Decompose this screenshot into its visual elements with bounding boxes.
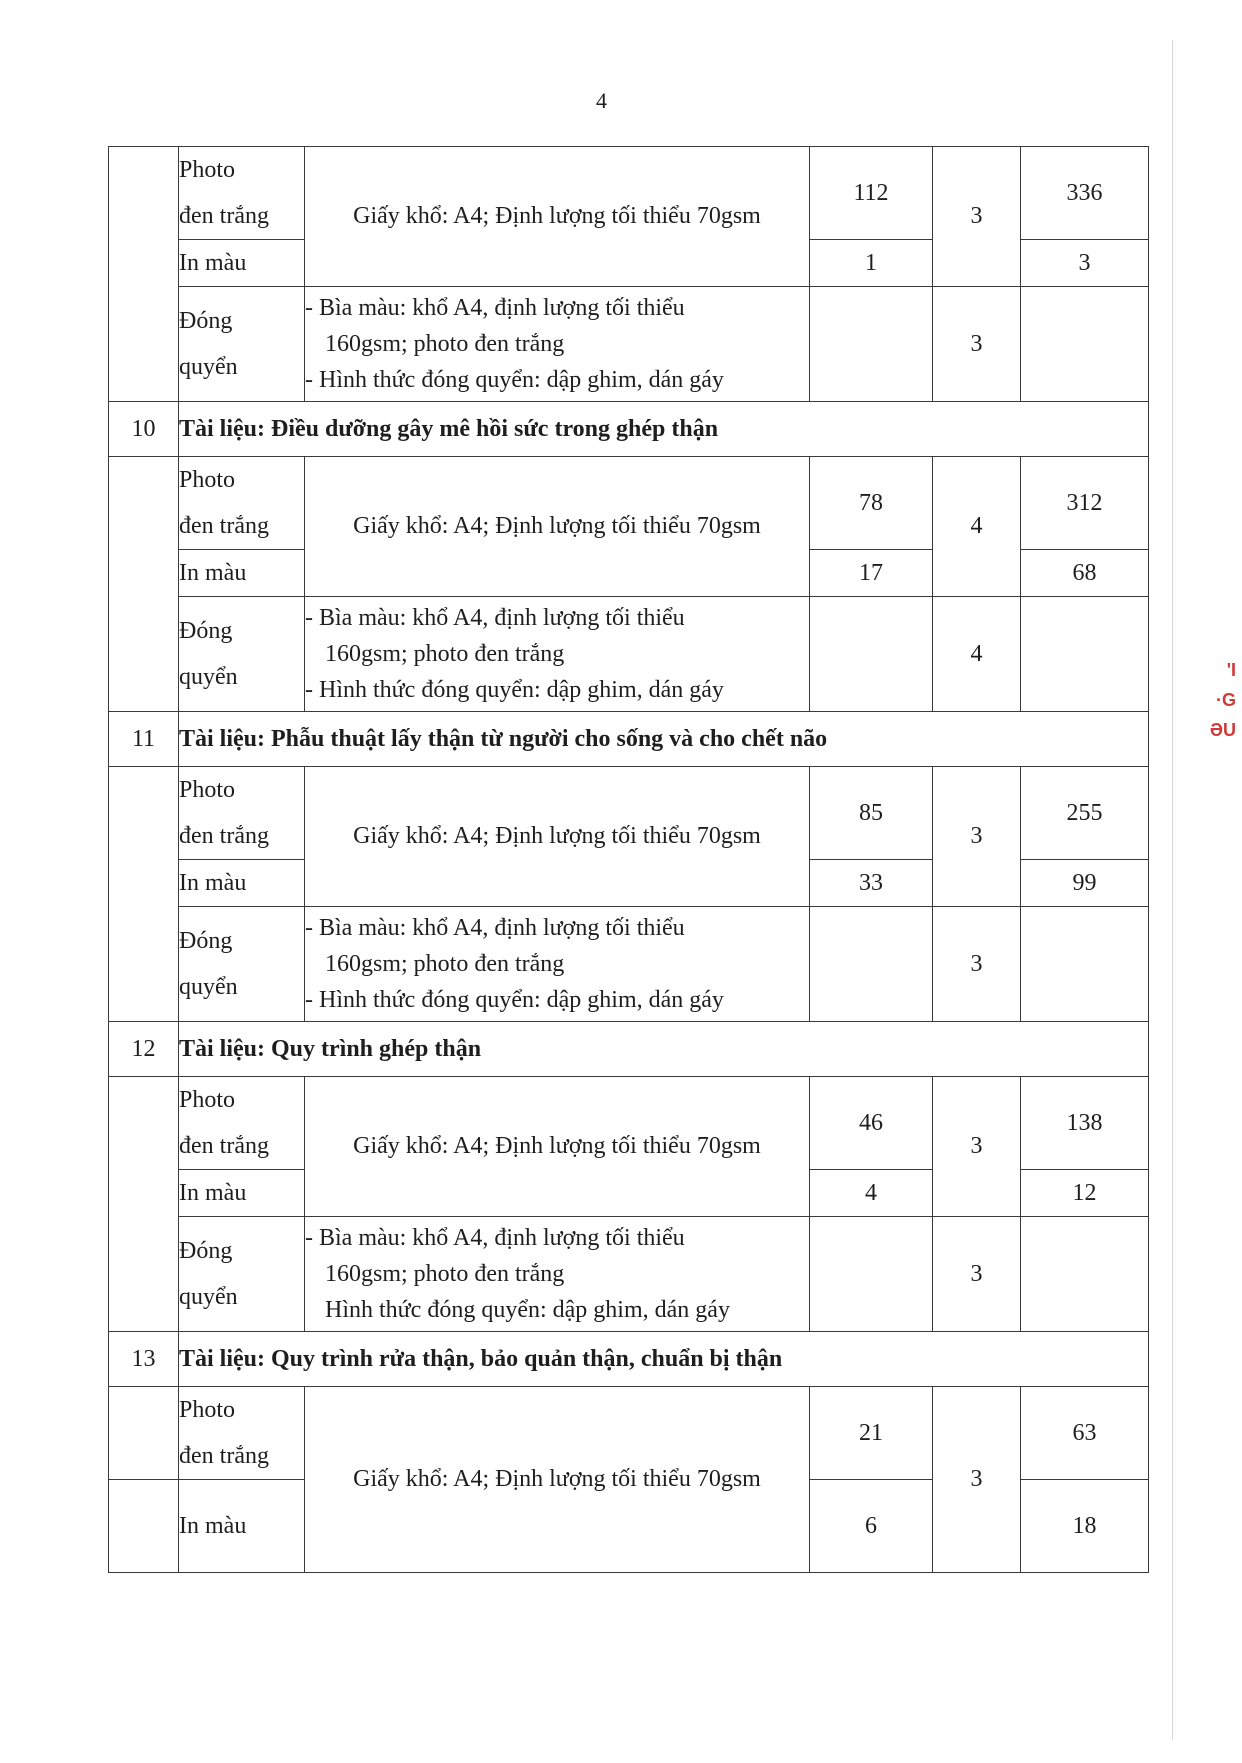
item-label: quyển — [179, 974, 238, 1000]
binding-spec-cell — [305, 907, 810, 1022]
binding-spec-line: - Hình thức đóng quyển: dập ghim, dán gáy — [305, 677, 724, 703]
item-label: Đóng — [179, 308, 233, 334]
stt-cell — [109, 147, 179, 402]
table-row — [109, 907, 1149, 1022]
item-bind-cell — [179, 597, 305, 712]
bw-total-cell: 336 — [1021, 147, 1149, 240]
item-label: quyển — [179, 354, 238, 380]
item-label: Photo — [179, 467, 236, 493]
item-bind-cell — [179, 287, 305, 402]
table-row — [109, 1022, 1149, 1077]
qty-cell: 3 — [933, 767, 1021, 907]
table-row — [109, 712, 1149, 767]
item-label: Photo — [179, 1397, 236, 1423]
binding-spec-line: - Bìa màu: khổ A4, định lượng tối thiểu — [305, 915, 685, 941]
item-color-cell: In màu — [179, 240, 305, 287]
color-pages-cell: 4 — [810, 1170, 933, 1217]
bind-qty-cell: 4 — [933, 597, 1021, 712]
qty-cell: 3 — [933, 1387, 1021, 1573]
item-bw-cell — [179, 1387, 305, 1480]
item-color-cell: In màu — [179, 860, 305, 907]
item-label: Đóng — [179, 1238, 233, 1264]
binding-spec-line: 160gsm; photo đen trắng — [325, 331, 565, 357]
item-label: Photo — [179, 157, 236, 183]
item-label: Đóng — [179, 928, 233, 954]
color-pages-cell: 6 — [810, 1480, 933, 1573]
empty-cell — [810, 287, 933, 402]
document-title: Tài liệu: Quy trình rửa thận, bảo quản thận, chuẩn bị thận — [179, 1332, 1149, 1387]
qty-cell: 3 — [933, 147, 1021, 287]
item-label: đen trắng — [179, 823, 269, 849]
empty-cell — [1021, 1217, 1149, 1332]
item-bw-cell — [179, 147, 305, 240]
scan-edge-line — [1172, 40, 1173, 1740]
table-row — [109, 1077, 1149, 1170]
color-total-cell: 18 — [1021, 1480, 1149, 1573]
color-pages-cell: 33 — [810, 860, 933, 907]
item-label: đen trắng — [179, 513, 269, 539]
binding-spec-line: - Hình thức đóng quyển: dập ghim, dán gáy — [305, 987, 724, 1013]
color-pages-cell: 1 — [810, 240, 933, 287]
document-title: Tài liệu: Quy trình ghép thận — [179, 1022, 1149, 1077]
binding-spec-cell — [305, 287, 810, 402]
item-label: đen trắng — [179, 1443, 269, 1469]
stt-cell — [109, 767, 179, 1022]
item-label: đen trắng — [179, 1133, 269, 1159]
paper-spec-cell: Giấy khổ: A4; Định lượng tối thiểu 70gsm — [305, 457, 810, 597]
empty-cell — [810, 907, 933, 1022]
binding-spec-line: 160gsm; photo đen trắng — [325, 641, 565, 667]
item-color-cell: In màu — [179, 550, 305, 597]
bw-pages-cell: 78 — [810, 457, 933, 550]
item-bw-cell — [179, 767, 305, 860]
stt-cell: 12 — [109, 1022, 179, 1077]
binding-spec-line: - Hình thức đóng quyển: dập ghim, dán gáy — [305, 367, 724, 393]
paper-spec-cell: Giấy khổ: A4; Định lượng tối thiểu 70gsm — [305, 147, 810, 287]
margin-stamp-fragment: 'I — [1226, 660, 1236, 680]
table-row — [109, 457, 1149, 550]
empty-cell — [1021, 597, 1149, 712]
margin-stamp-fragment: ·G — [1216, 690, 1236, 710]
table-row — [109, 1387, 1149, 1480]
color-total-cell: 12 — [1021, 1170, 1149, 1217]
bind-qty-cell: 3 — [933, 907, 1021, 1022]
table-row — [109, 402, 1149, 457]
margin-stamp-fragment: ƏU — [1209, 720, 1236, 740]
bw-total-cell: 63 — [1021, 1387, 1149, 1480]
paper-spec-cell: Giấy khổ: A4; Định lượng tối thiểu 70gsm — [305, 1387, 810, 1573]
item-bind-cell — [179, 1217, 305, 1332]
binding-spec-cell — [305, 1217, 810, 1332]
stt-cell: 10 — [109, 402, 179, 457]
bw-total-cell: 312 — [1021, 457, 1149, 550]
item-label: Photo — [179, 1087, 236, 1113]
bw-pages-cell: 85 — [810, 767, 933, 860]
item-bind-cell — [179, 907, 305, 1022]
bw-pages-cell: 21 — [810, 1387, 933, 1480]
binding-spec-cell — [305, 597, 810, 712]
stt-cell — [109, 457, 179, 712]
item-label: Photo — [179, 777, 236, 803]
item-label: quyển — [179, 1284, 238, 1310]
table-row — [109, 147, 1149, 240]
color-total-cell: 99 — [1021, 860, 1149, 907]
bind-qty-cell: 3 — [933, 1217, 1021, 1332]
color-total-cell: 68 — [1021, 550, 1149, 597]
empty-cell — [810, 1217, 933, 1332]
table-row — [109, 1217, 1149, 1332]
binding-spec-line: - Bìa màu: khổ A4, định lượng tối thiểu — [305, 1225, 685, 1251]
page-number: 4 — [596, 88, 607, 113]
color-pages-cell: 17 — [810, 550, 933, 597]
table-row — [109, 1332, 1149, 1387]
binding-spec-line: 160gsm; photo đen trắng — [325, 1261, 565, 1287]
item-color-cell: In màu — [179, 1480, 305, 1573]
item-bw-cell — [179, 1077, 305, 1170]
printing-spec-table — [108, 146, 1149, 1573]
paper-spec-cell: Giấy khổ: A4; Định lượng tối thiểu 70gsm — [305, 767, 810, 907]
color-total-cell: 3 — [1021, 240, 1149, 287]
table-row — [109, 287, 1149, 402]
item-label: đen trắng — [179, 203, 269, 229]
item-color-cell: In màu — [179, 1170, 305, 1217]
binding-spec-line: - Bìa màu: khổ A4, định lượng tối thiểu — [305, 295, 685, 321]
bw-pages-cell: 112 — [810, 147, 933, 240]
binding-spec-line: - Bìa màu: khổ A4, định lượng tối thiểu — [305, 605, 685, 631]
stt-cell — [109, 1387, 179, 1480]
bw-total-cell: 255 — [1021, 767, 1149, 860]
bw-total-cell: 138 — [1021, 1077, 1149, 1170]
binding-spec-line: Hình thức đóng quyển: dập ghim, dán gáy — [325, 1297, 730, 1323]
paper-spec-cell: Giấy khổ: A4; Định lượng tối thiểu 70gsm — [305, 1077, 810, 1217]
qty-cell: 3 — [933, 1077, 1021, 1217]
stt-cell — [109, 1077, 179, 1332]
bw-pages-cell: 46 — [810, 1077, 933, 1170]
document-title: Tài liệu: Điều dưỡng gây mê hồi sức trong ghép thận — [179, 402, 1149, 457]
document-title: Tài liệu: Phẫu thuật lấy thận từ người cho sống và cho chết não — [179, 712, 1149, 767]
empty-cell — [810, 597, 933, 712]
table-row — [109, 597, 1149, 712]
bind-qty-cell: 3 — [933, 287, 1021, 402]
item-label: Đóng — [179, 618, 233, 644]
item-label: quyển — [179, 664, 238, 690]
qty-cell: 4 — [933, 457, 1021, 597]
empty-cell — [1021, 287, 1149, 402]
binding-spec-line: 160gsm; photo đen trắng — [325, 951, 565, 977]
empty-cell — [1021, 907, 1149, 1022]
item-bw-cell — [179, 457, 305, 550]
stt-cell: 11 — [109, 712, 179, 767]
table-row — [109, 767, 1149, 860]
stt-cell: 13 — [109, 1332, 179, 1387]
stt-cell — [109, 1480, 179, 1573]
